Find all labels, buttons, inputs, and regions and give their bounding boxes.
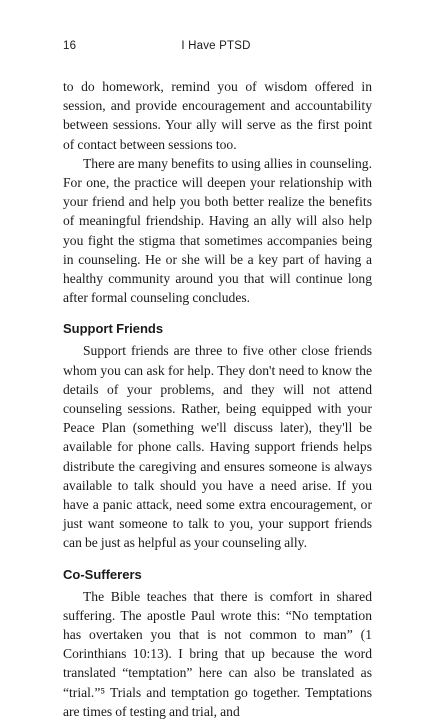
running-header xyxy=(63,40,369,56)
section-heading-co-sufferers: Co-Sufferers xyxy=(63,566,142,582)
paragraph-ally-contact: to do homework, remind you of wisdom offered in session, and provide encouragement and accountability between sessions. Your ally will serve as the first point of contact between sessions too. xyxy=(63,79,372,152)
book-title: I Have PTSD xyxy=(181,40,251,52)
page-number: 16 xyxy=(63,40,77,52)
paragraph-support-friends: Support friends are three to five other close friends whom you can ask for help. They don't need to know the details of your problems, and they will not attend counseling sessions. Rather, being equipped with your Peace Plan (something we'll discuss later), they'll be available for phone calls. Having support friends helps distribute the caregiving and ensures someone is always available to talk should you have a need arise. If you have a panic attack, need some extra encouragement, or just want someone to talk to you, your support friends can be just as helpful as your counseling ally. xyxy=(63,343,372,551)
section-heading-support-friends: Support Friends xyxy=(63,321,164,337)
page-body xyxy=(63,77,372,721)
paragraph-co-sufferers: The Bible teaches that there is comfort in shared suffering. The apostle Paul wrote this: “No temptation has overtaken you that is not common to man” (1 Corinthians 10:13). I bring that up because the word translated “temptation” here can also be translated as “trial.”⁵ Trials and temptation go together. Temptations are times of testing and trial, and xyxy=(63,588,372,719)
paragraph-ally-benefits: There are many benefits to using allies in counseling. For one, the practice will deepen your relationship with your friend and help you both better realize the benefits of meaningful friendship. Having an ally will also help you fight the stigma that sometimes accompanies being in counseling. He or she will be a key part of having a healthy community around you that will continue long after formal counseling concludes. xyxy=(63,155,372,306)
